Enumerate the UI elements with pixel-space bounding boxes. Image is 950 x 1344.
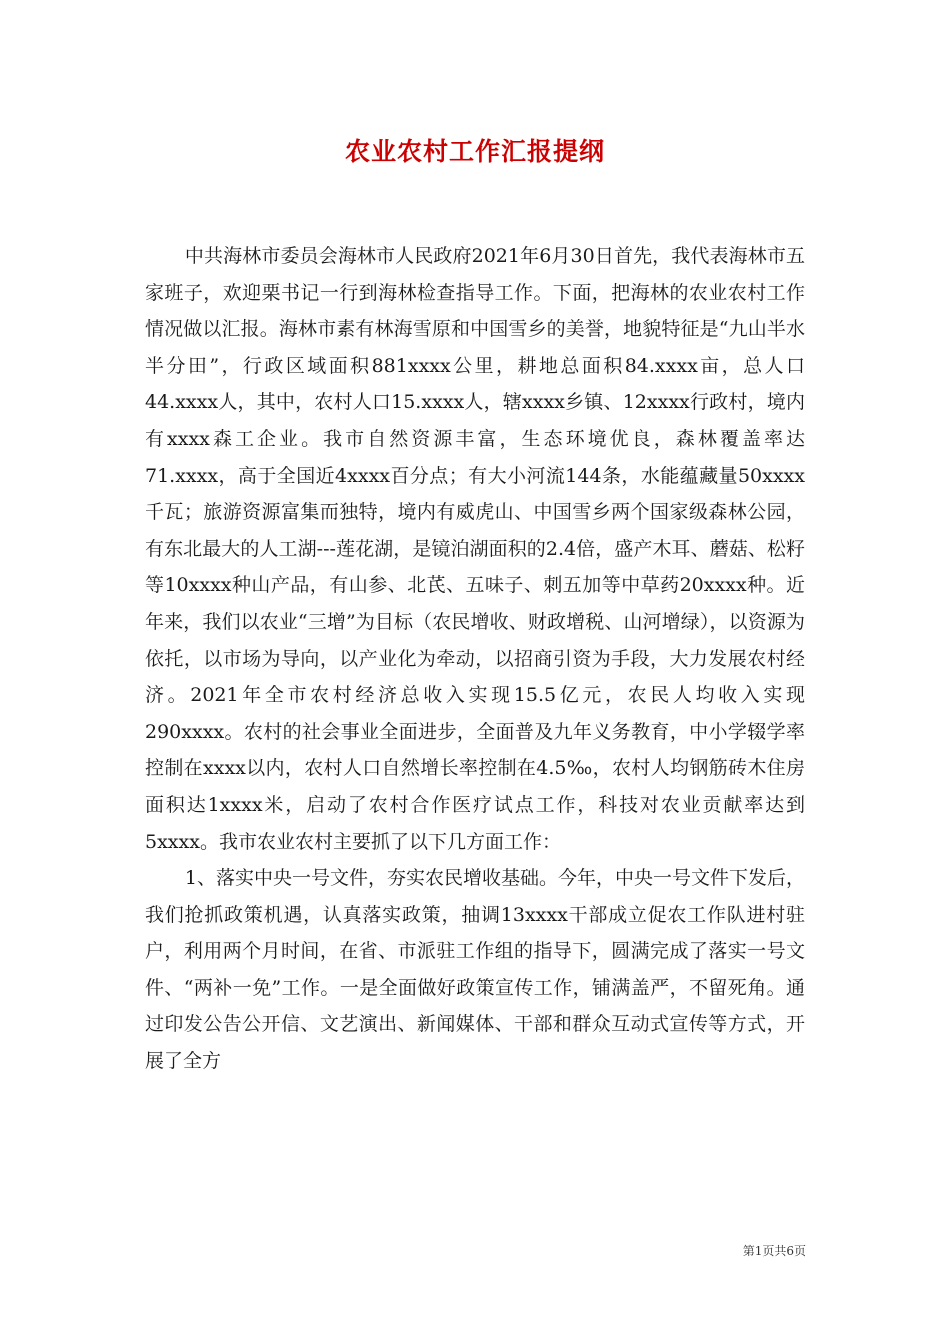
document-title: 农业农村工作汇报提纲	[344, 137, 605, 166]
paragraph-section-1: 1、落实中央一号文件，夯实农民增收基础。今年，中央一号文件下发后，我们抢抓政策机遇，认真落实政策，抽调13xxxx干部成立促农工作队进村驻户，利用两个月时间，在省、市派驻工作组的指导下，圆满完成了落实一号文件、“两补一免”工作。一是全面做好政策宣传工作，铺满盖严，不留死角。通过印发公告公开信、文艺演出、新闻媒体、干部和群众互动式宣传等方式，开展了全方	[145, 867, 805, 1073]
paragraph-intro: 中共海林市委员会海林市人民政府2021年6月30日首先，我代表海林市五家班子，欢迎栗书记一行到海林检查指导工作。下面，把海林的农业农村工作情况做以汇报。海林市素有林海雪原和中国雪乡的美誉，地貌特征是“九山半水半分田”，行政区域面积881xxxx公里，耕地总面积84.xxxx亩，总人口44.xxxx人，其中，农村人口15.xxxx人，辖xxxx乡镇、12xxxx行政村，境内有xxxx森工企业。我市自然资源丰富，生态环境优良，森林覆盖率达71.xxxx，高于全国近4xxxx百分点；有大小河流144条，水能蕴藏量50xxxx千瓦；旅游资源富集而独特，境内有威虎山、中国雪乡两个国家级森林公园，有东北最大的人工湖---莲花湖，是镜泊湖面积的2.4倍，盛产木耳、蘑菇、松籽等10xxxx种山产品，有山参、北芪、五味子、刺五加等中草药20xxxx种。近年来，我们以农业“三增”为目标（农民增收、财政增税、山河增绿），以资源为依托，以市场为导向，以产业化为牵动，以招商引资为手段，大力发展农村经济。2021年全市农村经济总收入实现15.5亿元，农民人均收入实现290xxxx。农村的社会事业全面进步，全面普及九年义务教育，中小学辍学率控制在xxxx以内，农村人口自然增长率控制在4.5‰，农村人均钢筋砖木住房面积达1xxxx米，启动了农村合作医疗试点工作，科技对农业贡献率达到5xxxx。我市农业农村主要抓了以下几方面工作：	[145, 245, 805, 853]
document-body	[145, 238, 805, 1080]
page-indicator: 第1页共6页	[742, 1244, 806, 1258]
